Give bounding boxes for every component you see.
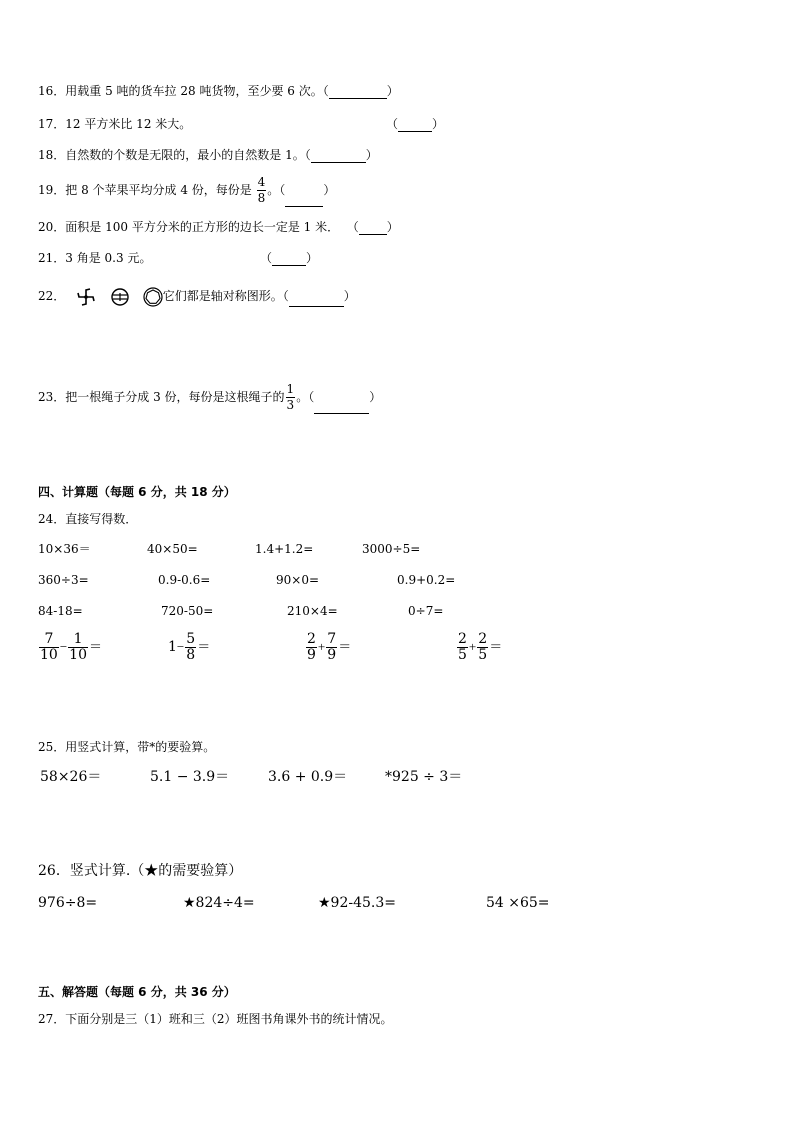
answer-blank[interactable] xyxy=(314,401,369,414)
fraction-calc-item: $\frac{2}{9}$ + $\frac{7}{9}$ ＝ xyxy=(307,630,352,663)
calc-item: 3.6 + 0.9＝ xyxy=(268,769,348,785)
calc-item: 54 ×65= xyxy=(486,895,550,911)
question-25: 25．用竖式计算，带*的要验算。 xyxy=(38,740,216,754)
question-16: 16．用载重 5 吨的货车拉 28 吨货物，至少要 6 次。（ ） xyxy=(38,84,399,98)
question-text: 12 平方米比 12 米大。 xyxy=(65,117,192,131)
fraction-calc-item: 1− $\frac{5}{8}$ ＝ xyxy=(168,630,211,663)
calc-item: 360÷3= xyxy=(38,573,89,587)
question-26: 26．竖式计算.（★的需要验算） xyxy=(38,863,243,879)
question-18: 18．自然数的个数是无限的，最小的自然数是 1。（ ） xyxy=(38,148,378,162)
question-text: 3 角是 0.3 元。 xyxy=(65,251,152,265)
fraction: $\frac{4}{8}$ xyxy=(257,175,266,205)
question-number: 16． xyxy=(38,84,66,98)
calc-item: 90×0= xyxy=(276,573,320,587)
calc-item: *925 ÷ 3＝ xyxy=(385,769,463,785)
question-text: 用载重 5 吨的货车拉 28 吨货物，至少要 6 次。 xyxy=(65,84,323,98)
calc-item: 84-18= xyxy=(38,604,83,618)
calc-item: 0÷7= xyxy=(408,604,444,618)
circle-symbol-icon xyxy=(109,287,131,307)
calc-item: 0.9-0.6= xyxy=(158,573,211,587)
calc-item: 1.4+1.2= xyxy=(255,542,314,556)
pinwheel-icon xyxy=(75,287,97,307)
question-17-answer: （ ） xyxy=(386,117,445,131)
answer-blank[interactable] xyxy=(398,119,432,132)
fraction: $\frac{1}{3}$ xyxy=(286,382,295,412)
question-number: 22． xyxy=(38,289,66,303)
question-number: 23． xyxy=(38,390,66,404)
question-text: 自然数的个数是无限的，最小的自然数是 1。 xyxy=(65,148,305,162)
question-number: 20． xyxy=(38,220,66,234)
question-20: 20．面积是 100 平方分米的正方形的边长一定是 1 米． （ ） xyxy=(38,220,399,234)
calc-item: 210×4= xyxy=(287,604,338,618)
calc-item: 3000÷5= xyxy=(362,542,421,556)
calc-item: 10×36＝ xyxy=(38,542,91,556)
question-21 xyxy=(38,250,151,266)
calc-item: 58×26＝ xyxy=(40,769,102,785)
question-number: 21． xyxy=(38,251,66,265)
question-number: 19． xyxy=(38,183,66,197)
question-21-answer: （ ） xyxy=(260,251,319,265)
calc-item: 976÷8= xyxy=(38,895,98,911)
answer-blank[interactable] xyxy=(359,222,387,235)
question-text: 把一根绳子分成 3 份，每份是这根绳子的 xyxy=(65,390,285,404)
question-24: 24．直接写得数． xyxy=(38,512,138,526)
calc-item: ★824÷4= xyxy=(183,895,255,911)
question-27: 27．下面分别是三（1）班和三（2）班图书角课外书的统计情况。 xyxy=(38,1012,393,1026)
question-text: 把 8 个苹果平均分成 4 份，每份是 xyxy=(65,183,252,197)
fraction-calc-item: $\frac{2}{5}$ + $\frac{2}{5}$ ＝ xyxy=(458,630,503,663)
answer-blank[interactable] xyxy=(285,194,323,207)
calc-item: 0.9+0.2= xyxy=(397,573,456,587)
question-22: 22． 它们都是轴对称图形。（ ） xyxy=(38,286,356,307)
question-17 xyxy=(38,116,191,132)
question-19: 19．把 8 个苹果平均分成 4 份，每份是 $\frac{4}{8}$ 。（ ） xyxy=(38,175,336,205)
answer-blank[interactable] xyxy=(329,86,387,99)
calc-item: 720-50= xyxy=(161,604,214,618)
question-number: 17． xyxy=(38,117,66,131)
answer-blank[interactable] xyxy=(272,253,306,266)
question-text: 它们都是轴对称图形。 xyxy=(162,289,283,303)
question-number: 18． xyxy=(38,148,66,162)
calc-item: ★92-45.3= xyxy=(318,895,396,911)
calc-item: 40×50= xyxy=(147,542,198,556)
calc-item: 5.1 − 3.9＝ xyxy=(150,769,230,785)
fraction-calc-item: $\frac{7}{10}$ − $\frac{1}{10}$ ＝ xyxy=(40,630,103,663)
answer-blank[interactable] xyxy=(289,294,344,307)
heptagon-icon xyxy=(143,287,163,307)
section-heading-solutions: 五、解答题（每题 6 分，共 36 分） xyxy=(38,985,236,999)
question-23: 23．把一根绳子分成 3 份，每份是这根绳子的 $\frac{1}{3}$ 。（ ） xyxy=(38,382,382,412)
section-heading-calculation: 四、计算题（每题 6 分，共 18 分） xyxy=(38,485,236,499)
answer-blank[interactable] xyxy=(311,150,366,163)
question-text: 面积是 100 平方分米的正方形的边长一定是 1 米． xyxy=(65,220,340,234)
